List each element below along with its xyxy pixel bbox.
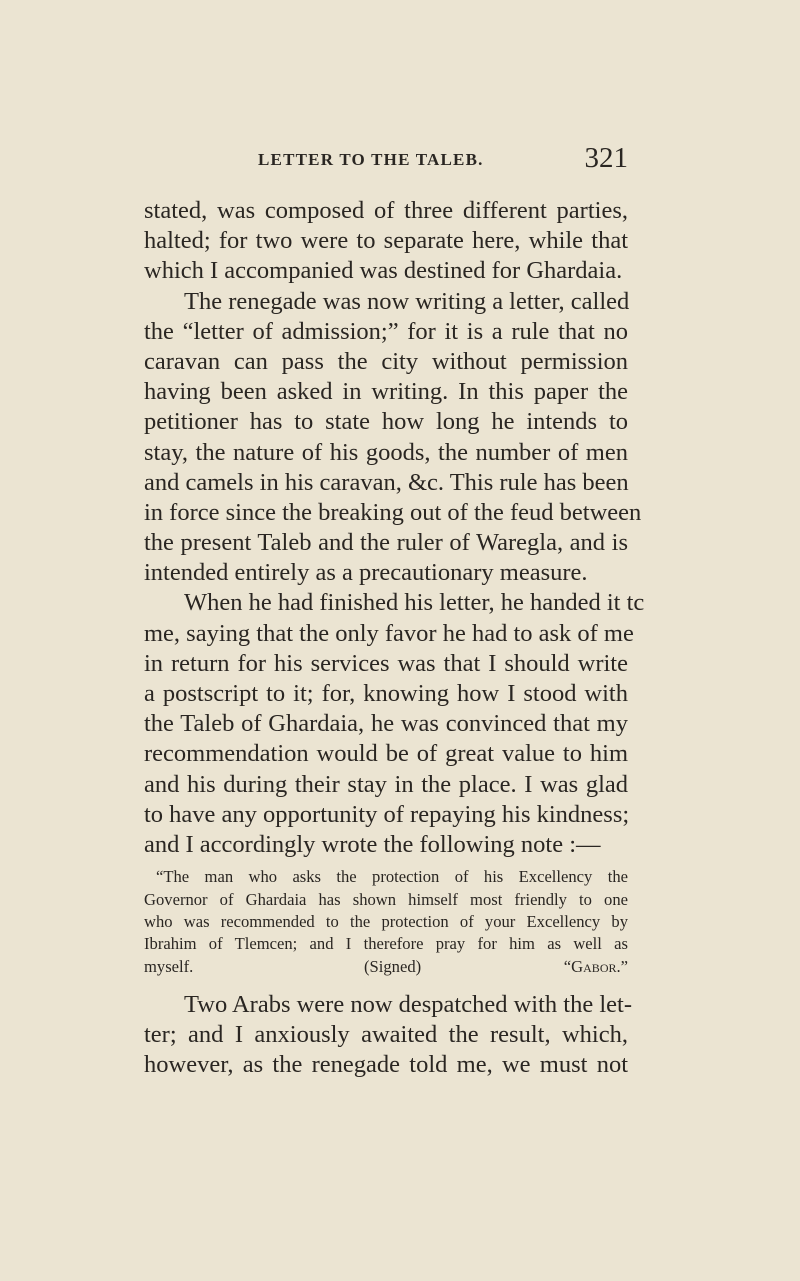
text-line: When he had finished his letter, he handed it tc [184,589,645,617]
text-line: and camels in his caravan, &c. This rule has been [144,468,629,496]
signature-name: “Gabor.” [563,956,628,976]
text-line: stated, was composed of three different parties, [144,197,628,224]
text-line: having been asked in writing. In this paper the [144,378,628,406]
text-line: a postscript to it; for, knowing how I stood with [144,680,628,707]
paragraph [144,990,632,1081]
text-line: ter; and I anxiously awaited the result, which, [144,1021,628,1049]
text-line: the “letter of admission;” for it is a rule that no [144,317,628,345]
running-head: LETTER TO THE TALEB. [258,150,484,169]
quoted-note [144,866,628,978]
note-line: who was recommended to the protection of your Excellency by [144,911,628,931]
text-line: recommendation would be of great value to him [144,740,628,768]
text-line: me, saying that the only favor he had to ask of me [144,619,634,647]
note-line: Governor of Ghardaia has shown himself most friendly to one [144,889,628,909]
note-closing-word: myself. [144,956,194,976]
paragraph [144,196,628,287]
text-line: and his during their stay in the place. I was glad [144,770,628,798]
text-line: the present Taleb and the ruler of Waregla, and is [144,529,628,557]
paragraph [144,287,642,589]
paragraph [144,588,645,860]
text-line: however, as the renegade told me, we must not [144,1051,628,1079]
text-line: caravan can pass the city without permission [144,347,628,375]
signed-label: (Signed) [364,956,422,976]
note-line: Ibrahim of Tlemcen; and I therefore pray for him as well as [144,934,628,954]
text-line: intended entirely as a precautionary measure. [144,559,588,587]
text-line: stay, the nature of his goods, the number of men [144,438,628,466]
text-line: which I accompanied was destined for Ghardaia. [144,257,623,285]
text-line: The renegade was now writing a letter, called [184,287,630,315]
note-line: “The man who asks the protection of his Excellency the [156,867,628,887]
text-line: in force since the breaking out of the feud between [144,498,642,526]
page-header [258,142,628,178]
text-line: halted; for two were to separate here, while that [144,227,628,255]
text-line: and I accordingly wrote the following note :— [144,830,601,858]
body-text [144,196,645,1081]
text-line: petitioner has to state how long he intends to [144,408,628,436]
text-line: the Taleb of Ghardaia, he was convinced that my [144,710,628,738]
note-signature-line [144,956,628,978]
text-line: Two Arabs were now despatched with the let- [184,991,632,1019]
text-line: in return for his services was that I should write [144,649,628,677]
text-line: to have any opportunity of repaying his kindness; [144,800,630,828]
page-number: 321 [584,142,628,174]
